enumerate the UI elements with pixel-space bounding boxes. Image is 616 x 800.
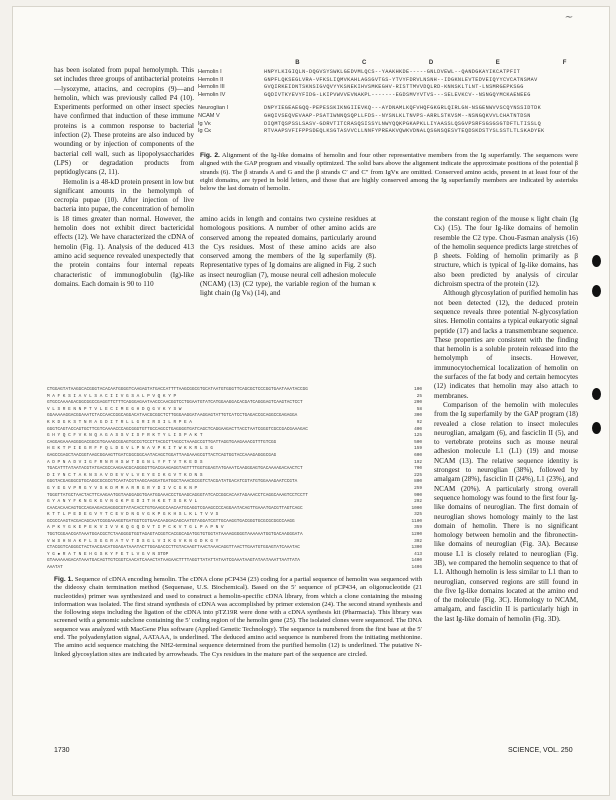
sequence: DIQMTQSPSSLSASV-GDRVTITCRASQSISSYLNWYQQKPGKAPKLLIYAASSLQSGVPSRFSGSGSGTDFTLTISSLQ — [264, 120, 542, 127]
sequence-name: Neuroglian I — [198, 105, 229, 112]
dna-line-number: 700 — [414, 466, 422, 472]
dna-line-number: 1000 — [411, 505, 422, 511]
dna-line — [47, 413, 422, 420]
dna-line — [47, 466, 422, 473]
dna-line-number: 292 — [414, 499, 422, 505]
dna-sequence-text: TGGGTTATGCTAACTACTTCAAGAATGGTAAGGAGGTGAATGGAAACCCTGAAGCAGGGTATCACCGGCACAATAGAAACCTCAGGCAAAGTCCTCCTT — [47, 492, 308, 498]
right-paragraph-1: the constant region of the mouse κ light chain (Ig Cκ) (15). The four Ig-like domains of hemolin resemble the C2 type. Chou-Fasman analysis (16) of the hemolin sequence predicts large stretches of β sheets. Folding of hemolin primarily as β structure, which is typical of Ig-like domains, has also been predicted by analysis of circular dichroism spectra of the protein (12). — [434, 215, 578, 289]
dna-line — [47, 525, 422, 532]
figure-2-caption-text: Alignment of the Ig-like domains of hemolin and four other representative members from the Ig superfamily. The sequences were aligned with the GAP program and visually optimized. The solid bars above the alignment indicate the approximate positions of the potential β strands (6). The β strands A and G and the β strands C′ and C″ from IgVκ are omitted. Conserved amino acids, present in at least four of the eight domains, are typed in bold letters, and those that are highly conserved among the Ig superfamily members are indicated by asterisks below the last domain of hemolin. — [200, 152, 578, 193]
dna-sequence-text: TGACATTTATAATACGTATGACGCCAAGAACGCAGGGGTTGACGAAGAGGTAGTTTTGGTGGAGTATGAAATCAAGGGAGTGACAAAAGACAACTCT — [47, 466, 303, 472]
dna-line-number: 1300 — [411, 545, 422, 551]
dna-sequence-text: GAGCCGAGCTAACGGTAAGCGGAAGTTGATCGGCGGCAATACAGCTGGATTAAGAAAGCGTTACTCAGTGGTACCAAAGAGGGCGAG — [47, 452, 277, 458]
dna-line — [47, 552, 422, 559]
dna-line-number: 100 — [414, 387, 422, 392]
dna-line — [47, 460, 422, 467]
binder-hole — [592, 388, 601, 400]
dna-line-number: 400 — [414, 426, 422, 432]
dna-line — [47, 440, 422, 447]
alignment-row — [198, 92, 598, 100]
dna-line-number: 159 — [414, 446, 422, 452]
dna-line — [47, 433, 422, 440]
sequence: GVQIRKEIDNTSKNSIGVQVYYKSNEKIHVSMKEGHV-RISTTMVVDQLRD-KNNSKLTLNT-LNSMRGEPKSGG — [264, 84, 524, 91]
dna-line — [47, 539, 422, 546]
sequence: HNPYLKIGIQLN-DQGVSYSWKLGEDVMLQCS--YAAKHKDE-----GNLDVEWL--QANDGKAYIKCATPFIT — [264, 69, 521, 75]
sequence: GHQIVSEQVEVAAP-PSATIWNNQSQPLLFDS--NYSNLKLTNVPS-ARRLSTKVSM--NSNGQKVVLCHATNTDSN — [264, 112, 531, 119]
alignment-row — [198, 69, 598, 77]
left-paragraph-1: has been isolated from pupal hemolymph. This set includes three groups of antibacterial proteins—lysozyme, attacins, and cecropins (9)—and hemolin, which was previously called P4 (10). Experiments performed on other insect species have confirmed that induction of these immune proteins is a common response to bacterial infection (2). These proteins are also induced by wounding or by injection of components of the bacterial cell wall, such as lipopolysaccharides (LPS) or degradation products from peptidoglycans (2, 11). — [54, 66, 194, 177]
dna-sequence-text: K K D G K S T N R A G D I T R L L G R I R S I L R P E A — [47, 419, 192, 425]
dna-line-number: 225 — [414, 472, 422, 478]
dna-sequence-text: CTGGAGTATAAGGCACGGGTACACAATGGGGTCAAGAGTATGACCATTTTAAGCGGCGTGCATAATGTGGGTTCAGCGCTCCCGGTGAATAAATACCGG — [47, 387, 308, 392]
page-number: 1730 — [54, 747, 70, 754]
dna-sequence-text: V L S R E N N P T V L E C I M E G H D Q G V K Y S W — [47, 406, 182, 412]
dna-sequence-text: G Y A N Y F K N G K G V N G K P E D I T H K E T S G K V L — [47, 499, 198, 505]
dna-line — [47, 512, 422, 519]
dna-line — [47, 493, 422, 500]
sequence-name: NCAM V — [198, 112, 220, 119]
domain-letter: C — [362, 60, 367, 66]
dna-sequence-text: M A F K S I A V L S A C I I V G S A L P V Q K Y P — [47, 393, 177, 399]
dna-sequence-text: GTAAAAAAGACATAAATGACAGTTGTCGGTCAACATCAAACTATAAGAACTTTTAGGTTATATTATAATCGAAATAAGTATAATAAATTAATTATA — [47, 558, 300, 564]
dna-line — [47, 427, 422, 434]
dna-line — [47, 394, 422, 401]
figure-1-caption-text: Sequence of cDNA encoding hemolin. The cDNA clone pCP434 (23) coding for a partial sequence of hemolin was sequenced with the dideoxy chain termination method (Sequenase, U.S. Biochemical). Based on the 5′ sequence of pCP434, an oligonucleotide (21 nucleotides) primer was synthesized and used to construct a hemolin-specific cDNA library, from which a clone containing the missing information was isolated. The first strand synthesis of cDNA was accomplished by primer extension (24). The second strand synthesis and the following steps including the ligation of the cDNA into pTZ19R were done with a cDNA synthesis kit (Pharmacia). This library was screened with a genomic subclone containing the 5′ coding region of the hemolin gene (25). The isolated clones were sequenced. The DNA sequence was analyzed with MacGene Plus software (Applied Genetic Technology). The sequence is numbered from the first base at the 5′ end. The polyadenylation signal, AATAAA, is underlined. The deduced amino acid sequence is numbered from the initiating methionine. The amino acid sequence matching the NH2-terminal sequence determined from the purified hemolin (12) is underlined. The putative N-linked glycosylation sites are indicated by arrowheads. The Cys residues in the mature part of the sequence are circled. — [54, 576, 422, 658]
sequence-name: Hemolin I — [198, 69, 222, 75]
dna-sequence-text: G H Y Q C F V K N Q A G A S S V I S F R K T Y L I S P A K T — [47, 433, 203, 439]
figure-1-dna-sequence — [47, 387, 422, 572]
dna-line-number: 392 — [414, 538, 422, 544]
dna-line — [47, 479, 422, 486]
dna-line-number: 1100 — [411, 518, 422, 524]
left-column — [54, 66, 194, 289]
figure-1-caption — [54, 576, 422, 659]
right-column — [434, 215, 578, 624]
dna-line-number: 1400 — [411, 558, 422, 564]
dna-sequence-text: CTACGGTCAGGGCTACTAACGACATGGAGATAAATACTTGGAGACCCTTGTACAAGTTAACTAAACAGGTTAACTTGAATGTGGAGTATCAAATAC — [47, 545, 300, 551]
dna-sequence-text: AAATAT — [47, 565, 63, 571]
sequence: DNPYIEGEAEGQQ-PEPESSKIKNGIIEVKQ---AYDNAMLKQFVHQFGKGRLQIRLGN-NSGENWVVSCQYNSSIDTDK — [264, 105, 542, 112]
alignment-row — [198, 105, 598, 113]
dna-line — [47, 407, 422, 414]
figure-2-label: Fig. 2. — [200, 152, 220, 159]
dna-line-number: 1200 — [411, 532, 422, 538]
sequence-name: Ig Vκ — [198, 120, 211, 127]
dna-line-number: 92 — [416, 419, 422, 425]
domain-letter: B — [295, 60, 300, 66]
sequence-name: Hemolin III — [198, 84, 225, 91]
dna-sequence-text: TGGTCGGAACGATAAATGGACGCTCTAAGGGGTGGTAGAGTACGGTCACGGCAGATGGTGTGGTATAAAAGGGGGTAAAAAATGGTGACAAGGGATA — [47, 532, 303, 538]
dna-line — [47, 532, 422, 539]
dna-sequence-text: Y G ● R A T N E H G S K Y F E T L V G V N STOP — [47, 551, 169, 557]
dna-line-number: 900 — [414, 492, 422, 498]
dna-sequence-text: CAACACAACAGTGCCAGAAGACGAGGGCGTATACACCTGTGAAGCCAACAATGCAGGTCGAAGCCCCAGGAATACAGTTGAAATGACGTTAGTCAGC — [47, 505, 303, 511]
dna-line-number: 300 — [414, 413, 422, 419]
dna-line — [47, 420, 422, 427]
dna-sequence-text: GGGTACGAGGGCGTGCAGGCGCGCGTCAATACGTAAGCAAGGATGATGGCTAAACGCGGTCTACGATATGACATCGTATGTGGAAAGAATCCGTA — [47, 479, 298, 485]
binder-hole — [592, 422, 601, 434]
dna-line — [47, 558, 422, 565]
sequence-name: Hemolin II — [198, 76, 224, 83]
left-paragraph-2: Hemolin is a 48-kD protein present in low but significant amounts in the hemolymph of cecropia pupae (10). After injection of live bacteria into pupae, the concentration of hemolin is 18 times greater than normal. However, the hemolin does not exhibit direct bactericidal effects (12). We have characterized the cDNA of hemolin (Fig. 1). Analysis of the deduced 413 amino acid sequence revealed unexpectedly that the protein contains four internal repeats characteristic of immunoglobulin (Ig)-like domains. Each domain is 90 to 110 — [54, 177, 194, 288]
dna-sequence-text: CAGGAGAAAAGGGGACGGCGTGAAAGCGGAGTGCCGTCCCTTACGCTTAGCCTAAAGCCGTTGATTAGGTGAAGAAACGTTTGTCGG — [47, 439, 277, 445]
dna-line-number: 600 — [414, 452, 422, 458]
dna-line — [47, 545, 422, 552]
domain-letter: E — [495, 60, 500, 66]
figure-2-alignment — [198, 60, 598, 136]
dna-sequence-text: GTGCCAAAAGACGGCGGCCGAGGTTCTTTCAGGGAGAATAACCCAACGGTCCTGGAATGTATCATGGAAGGACACGATCAGGGAGTCAAGTACTCCT — [47, 400, 303, 406]
sequence-name: Hemolin IV — [198, 91, 226, 98]
dna-line — [47, 400, 422, 407]
dna-line-number: 359 — [414, 525, 422, 531]
dna-line — [47, 565, 422, 572]
sequence: GQDIVTKYEVYFIDG-LKIPVWVVEVNAKPL-------EGDSMVYVTVS---SELEVKCV--NSNGQYMCKAENEEG — [264, 91, 531, 98]
alignment-row — [198, 84, 598, 92]
dna-line — [47, 387, 422, 394]
dna-line — [47, 446, 422, 453]
domain-letter-header — [198, 60, 598, 69]
sequence: RTVAAPSVFIFPPSDEQLKSGTASVVCLLNNFYPREAKVQWKVDNALQSGNSQESVTEQDSKDSTYSLSSTLTLSKADYEK — [264, 128, 545, 135]
middle-paragraph-1: amino acids in length and contains two cysteine residues at homologous positions. A number of other amino acids are conserved among the repeated domains, particularly around the Cys residues. Most of these amino acids are also conserved among the members of the Ig superfamily (8). Representative types of Ig domains are aligned in Fig. 2 such as insect neuroglian (7), mouse neural cell adhesion molecule (NCAM) (13) (C2 type), the variable region of the human κ light chain (Ig Vκ) (14), and — [200, 215, 376, 298]
journal-volume: SCIENCE, VOL. 250 — [508, 747, 573, 754]
dna-line-number: 58 — [416, 406, 422, 412]
dna-line — [47, 499, 422, 506]
dna-sequence-text: GCGCCAAGTACGACAGCAATCGGGAAAGGTGATGGTCGTGAACAAGGACAGCAATGTAGGATCGTTGCAAGGTGACGGGTGCGCGCGGCCAAGG — [47, 518, 295, 524]
dna-sequence-text: GGGTCAGTACCAGTGCTTCGTCAAAACCCAGCGGGTGTTGCCAGCCTGAGGGGTGATCAGCTCAGGAAGACTTACCTAATCGGGTCGCCGACGAAAGAC — [47, 426, 308, 432]
alignment-row — [198, 77, 598, 85]
middle-column — [200, 215, 376, 299]
dna-sequence-text: G Y E G V P R G Y V S K D M M A R R G R Y D I V C G K N P — [47, 485, 198, 491]
domain-letter: F — [562, 60, 567, 66]
dna-line — [47, 453, 422, 460]
dna-line-number: 413 — [414, 551, 422, 557]
binder-hole — [592, 255, 601, 267]
dna-sequence-text: A P K Y G K E P E K V I V V K Q G Q D V T I P C K V T G L P A P N V — [47, 525, 224, 531]
dna-line-number: 325 — [414, 512, 422, 518]
dna-line-number: 125 — [414, 433, 422, 439]
right-paragraph-3: Comparison of the hemolin with molecules from the Ig superfamily by the GAP program (18) revealed a close relation to insect molecules neuroglian, amalgam (6), and fasciclin II (5), and to vertebrate proteins such as mouse neural adhesion molecule L1 (L1) (19) and mouse NCAM (13). The relative sequence identity is strongest to neuroglian (38%), followed by amalgam (28%), fasciclin II (24%), L1 (23%), and NCAM (20%). A particularly strong overall sequence homology was found to the first four Ig-like domains of neuroglian. The first domain of neuroglian shows homology mainly to the last domain of hemolin. There is no significant homology between hemolin and the fibronectin-like domains of neuroglian (Fig. 3A). Because mouse L1 is closely related to neuroglian (Fig. 3B), we compared the hemolin sequence to that of L1. Although hemolin is less similar to L1 than to neuroglian, conserved regions are still found in the five Ig-like domains located at the amino end of the molecule (Fig. 3C). Homology to NCAM, amalgam, and fasciclin II is particularly high in the last Ig-like domain of hemolin (Fig. 3D). — [434, 400, 578, 623]
sequence-name: Ig Cκ — [198, 128, 212, 135]
dna-sequence-text: H E K T P I E G R F F Q L D G V L P N A V P K I T W K K R L S G — [47, 446, 213, 452]
dna-line-number: 500 — [414, 439, 422, 445]
domain-letter: D — [428, 60, 434, 66]
alignment-row — [198, 121, 598, 129]
dna-sequence-text: D I Y N C T A K N S A V D E V V L V E Y E I K G V T K D N S — [47, 472, 203, 478]
dna-line-number: 1406 — [411, 565, 422, 571]
alignment-row — [198, 113, 598, 121]
dna-line — [47, 473, 422, 480]
binder-hole — [592, 285, 601, 297]
dna-line-number: 200 — [414, 400, 422, 406]
dna-sequence-text: A D P N A D V I G F R N R H S W T D G N L Y F T V T K E D S — [47, 459, 203, 465]
figure-2-caption — [200, 152, 578, 193]
figure-1-label: Fig. 1. — [54, 576, 74, 583]
corner-mark: ∼ — [564, 12, 573, 23]
sequence: GNPFLQKSEGLVRA-VFKSLIQMVKAHLAGSGVTGS-YTVYFDRVLNSNH--IDGKNLEVTEDVEIQYYCVCATNSMAV — [264, 76, 538, 83]
dna-line-number: 259 — [414, 485, 422, 491]
dna-sequence-text: GGAAAAAGGACGGAAATCTACCAACCGGCAGGACATAACGCGGCTCTTGGGAAGGATAAGGAGTATTGTCATCCTGAGACCGCAGGCCGAGAGGA — [47, 413, 298, 419]
dna-line-number: 192 — [414, 459, 422, 465]
dna-line — [47, 506, 422, 513]
dna-sequence-text: V W S H N A K F L S G G R A T V T D S G L V I K G V K N G D K G Y — [47, 538, 219, 544]
dna-line — [47, 519, 422, 526]
right-paragraph-2: Although glycosylation of purified hemolin has not been detected (12), the deduced protein sequence reveals three potential N-glycosylation sites. Hemolin contains a typical eukaryotic signal peptide (17) and lacks a transmembrane sequence. These properties are consistent with the finding that hemolin is a soluble protein released into the hemolymph of insects. However, immunocytochemical localization of hemolin on the surfaces of the fat body and certain hemocytes (12) indicates that hemolin may also attach to membranes. — [434, 289, 578, 400]
dna-line-number: 800 — [414, 479, 422, 485]
dna-sequence-text: K T T L P E D E G V Y T C E V D N G V G K P G K H S L K L T V V S — [47, 512, 219, 518]
alignment-row — [198, 128, 598, 136]
dna-line-number: 25 — [416, 393, 422, 399]
dna-line — [47, 486, 422, 493]
